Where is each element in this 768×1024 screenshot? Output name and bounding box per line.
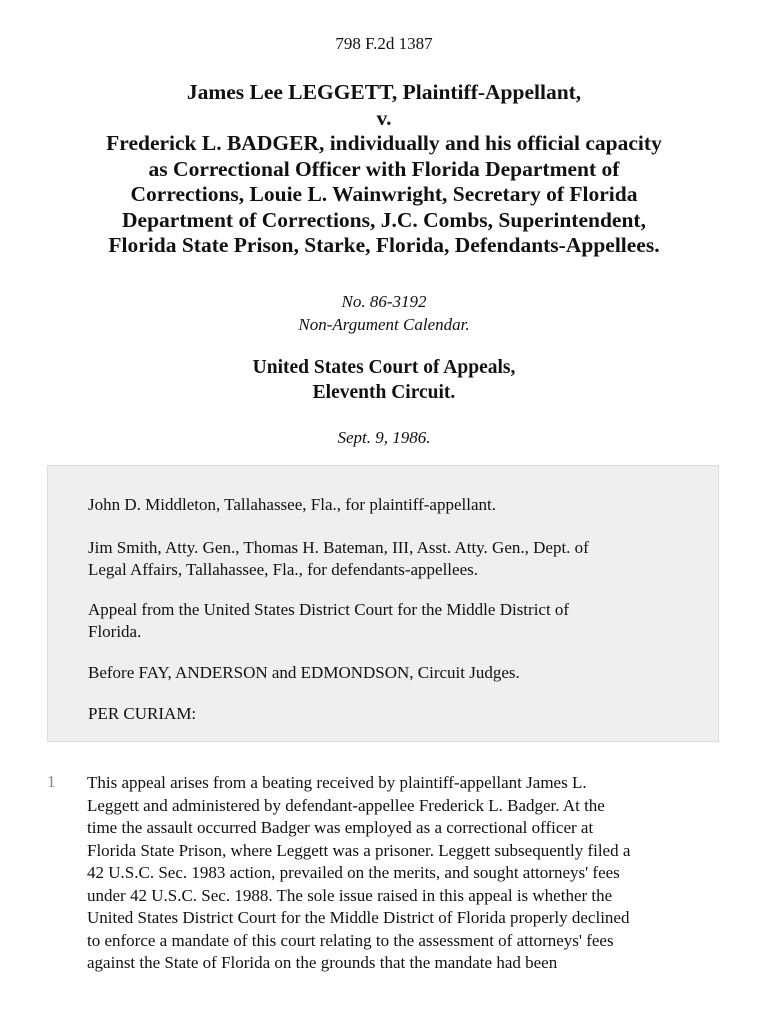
plaintiff-counsel: John D. Middleton, Tallahassee, Fla., for plaintiff-appellant. — [88, 495, 496, 514]
paragraph-line: time the assault occurred Badger was employed as a correctional officer at — [87, 818, 594, 837]
appeal-from-line-1: Appeal from the United States District Court for the Middle District of — [88, 600, 570, 619]
caption-line: Frederick L. BADGER, individually and his official capacity — [106, 131, 662, 155]
caption-line: Corrections, Louie L. Wainwright, Secretary of Florida — [130, 182, 638, 206]
paragraph-line: Florida State Prison, where Leggett was a prisoner. Leggett subsequently filed a — [87, 840, 631, 860]
caption-line: v. — [376, 105, 392, 130]
case-citation: 798 F.2d 1387 — [335, 34, 433, 53]
decision-date: Sept. 9, 1986. — [337, 428, 431, 447]
caption-line: James Lee LEGGETT, Plaintiff-Appellant, — [186, 80, 582, 104]
paragraph-line: to enforce a mandate of this court relating to the assessment of attorneys' fees — [87, 930, 614, 950]
paragraph-line: Leggett and administered by defendant-appellee Frederick L. Badger. At the — [87, 795, 605, 815]
paragraph-line: under 42 U.S.C. Sec. 1988. The sole issue raised in this appeal is whether the — [87, 885, 613, 905]
caption-line: Department of Corrections, J.C. Combs, Superintendent, — [122, 207, 646, 232]
court-name: United States Court of Appeals, — [252, 357, 516, 378]
opinion-paragraph — [87, 772, 727, 975]
panel-judges: Before FAY, ANDERSON and EDMONDSON, Circuit Judges. — [88, 663, 520, 682]
paragraph-line: This appeal arises from a beating received by plaintiff-appellant James L. — [87, 773, 587, 792]
paragraph-number: 1 — [47, 772, 56, 791]
court-circuit: Eleventh Circuit. — [312, 382, 456, 403]
caption-line: as Correctional Officer with Florida Department of — [148, 156, 620, 181]
per-curiam: PER CURIAM: — [88, 704, 197, 723]
case-caption — [40, 80, 728, 259]
caption-line: Florida State Prison, Starke, Florida, Defendants-Appellees. — [108, 233, 660, 257]
docket-number: No. 86-3192 — [341, 292, 427, 311]
appeal-from-line-2: Florida. — [88, 622, 142, 641]
defendant-counsel-line-1: Jim Smith, Atty. Gen., Thomas H. Bateman, III, Asst. Atty. Gen., Dept. of — [88, 538, 589, 557]
calendar-type: Non-Argument Calendar. — [298, 315, 470, 334]
defendant-counsel-line-2: Legal Affairs, Tallahassee, Fla., for defendants-appellees. — [88, 560, 478, 579]
paragraph-line: 42 U.S.C. Sec. 1983 action, prevailed on the merits, and sought attorneys' fees — [87, 863, 620, 882]
counsel-box — [47, 465, 719, 742]
paragraph-line: against the State of Florida on the grounds that the mandate had been — [87, 953, 558, 972]
paragraph-line: United States District Court for the Middle District of Florida properly declined — [87, 908, 630, 927]
